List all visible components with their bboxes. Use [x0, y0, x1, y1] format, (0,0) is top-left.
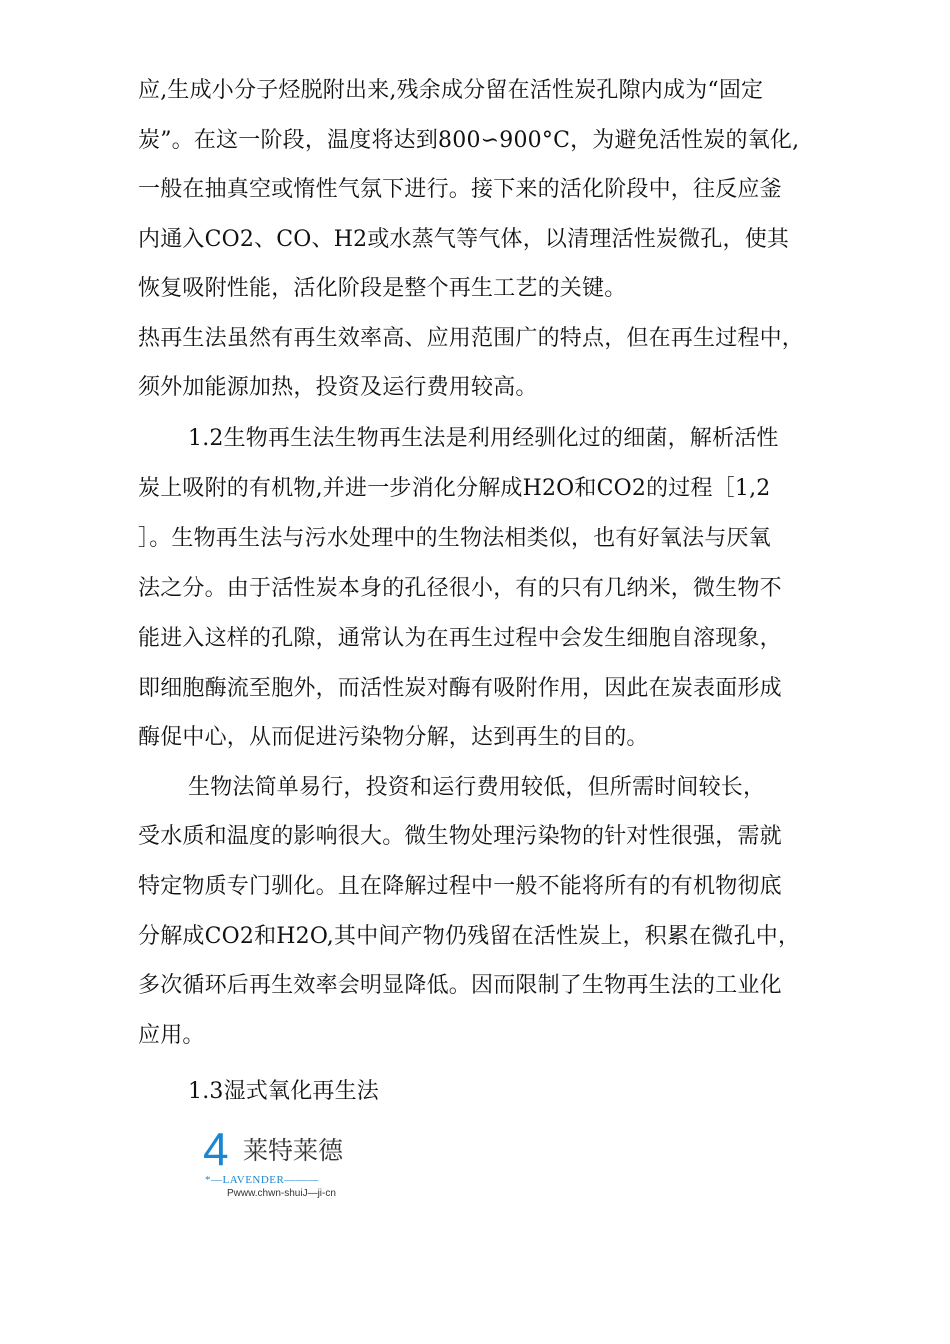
body-text-line: 分解成CO2和H2O,其中间产物仍残留在活性炭上，积累在微孔中，: [138, 924, 801, 949]
body-text-line: 应用。: [138, 1023, 205, 1048]
logo-name: 莱特莱德: [243, 1136, 344, 1165]
body-text-line: 特定物质专门驯化。且在降解过程中一般不能将所有的有机物彻底: [138, 874, 782, 899]
body-text-line: 炭上吸附的有机物,并进一步消化分解成H2O和CO2的过程［1,2: [138, 476, 771, 501]
body-text-line: 生物法简单易行，投资和运行费用较低，但所需时间较长，: [188, 775, 766, 800]
body-text-line: ］。生物再生法与污水处理中的生物法相类似，也有好氧法与厌氧: [138, 526, 771, 551]
logo-subtitle: *—LAVENDER———: [205, 1174, 319, 1186]
section-heading-1-3: 1.3湿式氧化再生法: [188, 1079, 379, 1104]
body-text-line: 即细胞酶流至胞外，而活性炭对酶有吸附作用，因此在炭表面形成: [138, 676, 782, 701]
body-text-line: 恢复吸附性能，活化阶段是整个再生工艺的关键。: [138, 276, 627, 301]
body-text-line: 热再生法虽然有再生效率高、应用范围广的特点，但在再生过程中，: [138, 326, 805, 351]
section-heading-1-2: 1.2生物再生法生物再生法是利用经驯化过的细菌，解析活性: [188, 426, 779, 451]
body-text-line: 应,生成小分子烃脱附出来,残余成分留在活性炭孔隙内成为“固定: [138, 78, 764, 103]
body-text-line: 法之分。由于活性炭本身的孔径很小，有的只有几纳米，微生物不: [138, 576, 782, 601]
body-text-line: 能进入这样的孔隙，通常认为在再生过程中会发生细胞自溶现象，: [138, 626, 782, 651]
body-text-line: 酶促中心，从而促进污染物分解，达到再生的目的。: [138, 725, 649, 750]
company-logo: [203, 1123, 363, 1206]
body-text-line: 受水质和温度的影响很大。微生物处理污染物的针对性很强，需就: [138, 824, 782, 849]
body-text-line: 内通入CO2、CO、H2或水蒸气等气体，以清理活性炭微孔，使其: [138, 227, 790, 252]
body-text-line: 多次循环后再生效率会明显降低。因而限制了生物再生法的工业化: [138, 973, 782, 998]
logo-url: Pwww.chwn-shuiJ—ji-cn: [227, 1188, 336, 1199]
logo-number: 4: [203, 1123, 229, 1175]
body-text-line: 须外加能源加热，投资及运行费用较高。: [138, 375, 538, 400]
body-text-line: 一般在抽真空或惰性气氛下进行。接下来的活化阶段中，往反应釜: [138, 177, 782, 202]
body-text-line: 炭”。在这一阶段，温度将达到800∽900°C，为避免活性炭的氧化,: [138, 128, 800, 153]
